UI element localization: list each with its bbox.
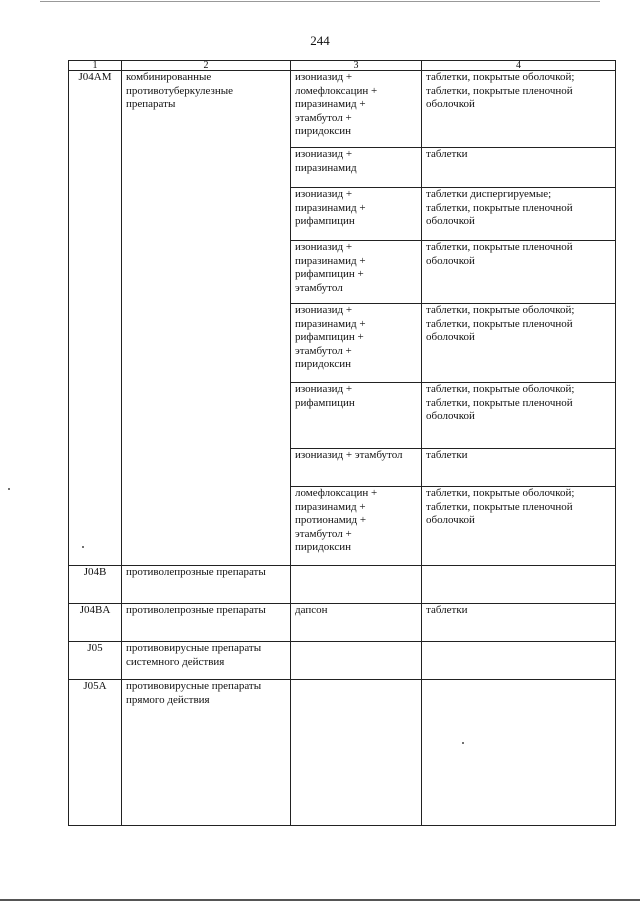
dosage-form-cell: таблетки, покрытые оболочкой; таблетки, покрытые пленочной оболочкой: [422, 383, 616, 449]
drug-name-cell: изониазид + этамбутол: [291, 449, 422, 487]
dosage-form-cell: таблетки, покрытые пленочной оболочкой: [422, 241, 616, 304]
column-header-2: 2: [122, 61, 291, 71]
drug-name-cell: [291, 680, 422, 826]
column-header-1: 1: [69, 61, 122, 71]
group-name-cell: противолепрозные препараты: [122, 566, 291, 604]
drug-name-cell: изониазид + пиразинамид: [291, 148, 422, 188]
page-number: 244: [310, 33, 330, 48]
dosage-form-cell: таблетки диспергируемые; таблетки, покрытые пленочной оболочкой: [422, 188, 616, 241]
atc-code-cell: J04B: [69, 566, 122, 604]
group-name-cell: противовирусные препараты системного действия: [122, 642, 291, 680]
drug-name-cell: изониазид + пиразинамид + рифампицин: [291, 188, 422, 241]
drug-name-cell: ломефлоксацин + пиразинамид + протионамид + этамбутол + пиридоксин: [291, 487, 422, 566]
drug-name-cell: дапсон: [291, 604, 422, 642]
dosage-form-cell: таблетки: [422, 449, 616, 487]
drug-name-cell: изониазид + рифампицин: [291, 383, 422, 449]
dosage-form-cell: таблетки, покрытые оболочкой; таблетки, покрытые пленочной оболочкой: [422, 304, 616, 383]
table-row: [69, 680, 616, 826]
drug-name-cell: изониазид + пиразинамид + рифампицин + этамбутол: [291, 241, 422, 304]
dosage-form-cell: таблетки, покрытые оболочкой; таблетки, покрытые пленочной оболочкой: [422, 71, 616, 148]
table-row: [69, 71, 616, 148]
dosage-form-cell: [422, 642, 616, 680]
atc-code-cell: J04BA: [69, 604, 122, 642]
drug-name-cell: [291, 566, 422, 604]
group-name-cell: комбинированные противотуберкулезные препараты: [122, 71, 291, 566]
medication-table: [68, 60, 616, 826]
atc-code-cell: J05A: [69, 680, 122, 826]
dosage-form-cell: [422, 566, 616, 604]
group-name-cell: противолепрозные препараты: [122, 604, 291, 642]
table-row: [69, 604, 616, 642]
table-row: [69, 566, 616, 604]
atc-code-cell: J04AM: [69, 71, 122, 566]
dosage-form-cell: таблетки, покрытые оболочкой; таблетки, покрытые пленочной оболочкой: [422, 487, 616, 566]
dosage-form-cell: [422, 680, 616, 826]
drug-name-cell: изониазид + пиразинамид + рифампицин + этамбутол + пиридоксин: [291, 304, 422, 383]
atc-code-cell: J05: [69, 642, 122, 680]
group-name-cell: противовирусные препараты прямого действия: [122, 680, 291, 826]
dosage-form-cell: таблетки: [422, 148, 616, 188]
column-header-3: 3: [291, 61, 422, 71]
scan-edge-line-bottom: [0, 899, 640, 901]
table-row: [69, 642, 616, 680]
column-header-4: 4: [422, 61, 616, 71]
dosage-form-cell: таблетки: [422, 604, 616, 642]
drug-name-cell: изониазид + ломефлоксацин + пиразинамид + этамбутол + пиридоксин: [291, 71, 422, 148]
drug-name-cell: [291, 642, 422, 680]
scan-speck: [8, 488, 10, 490]
scan-edge-line-top: [40, 1, 600, 2]
table-header-row: [69, 61, 616, 71]
